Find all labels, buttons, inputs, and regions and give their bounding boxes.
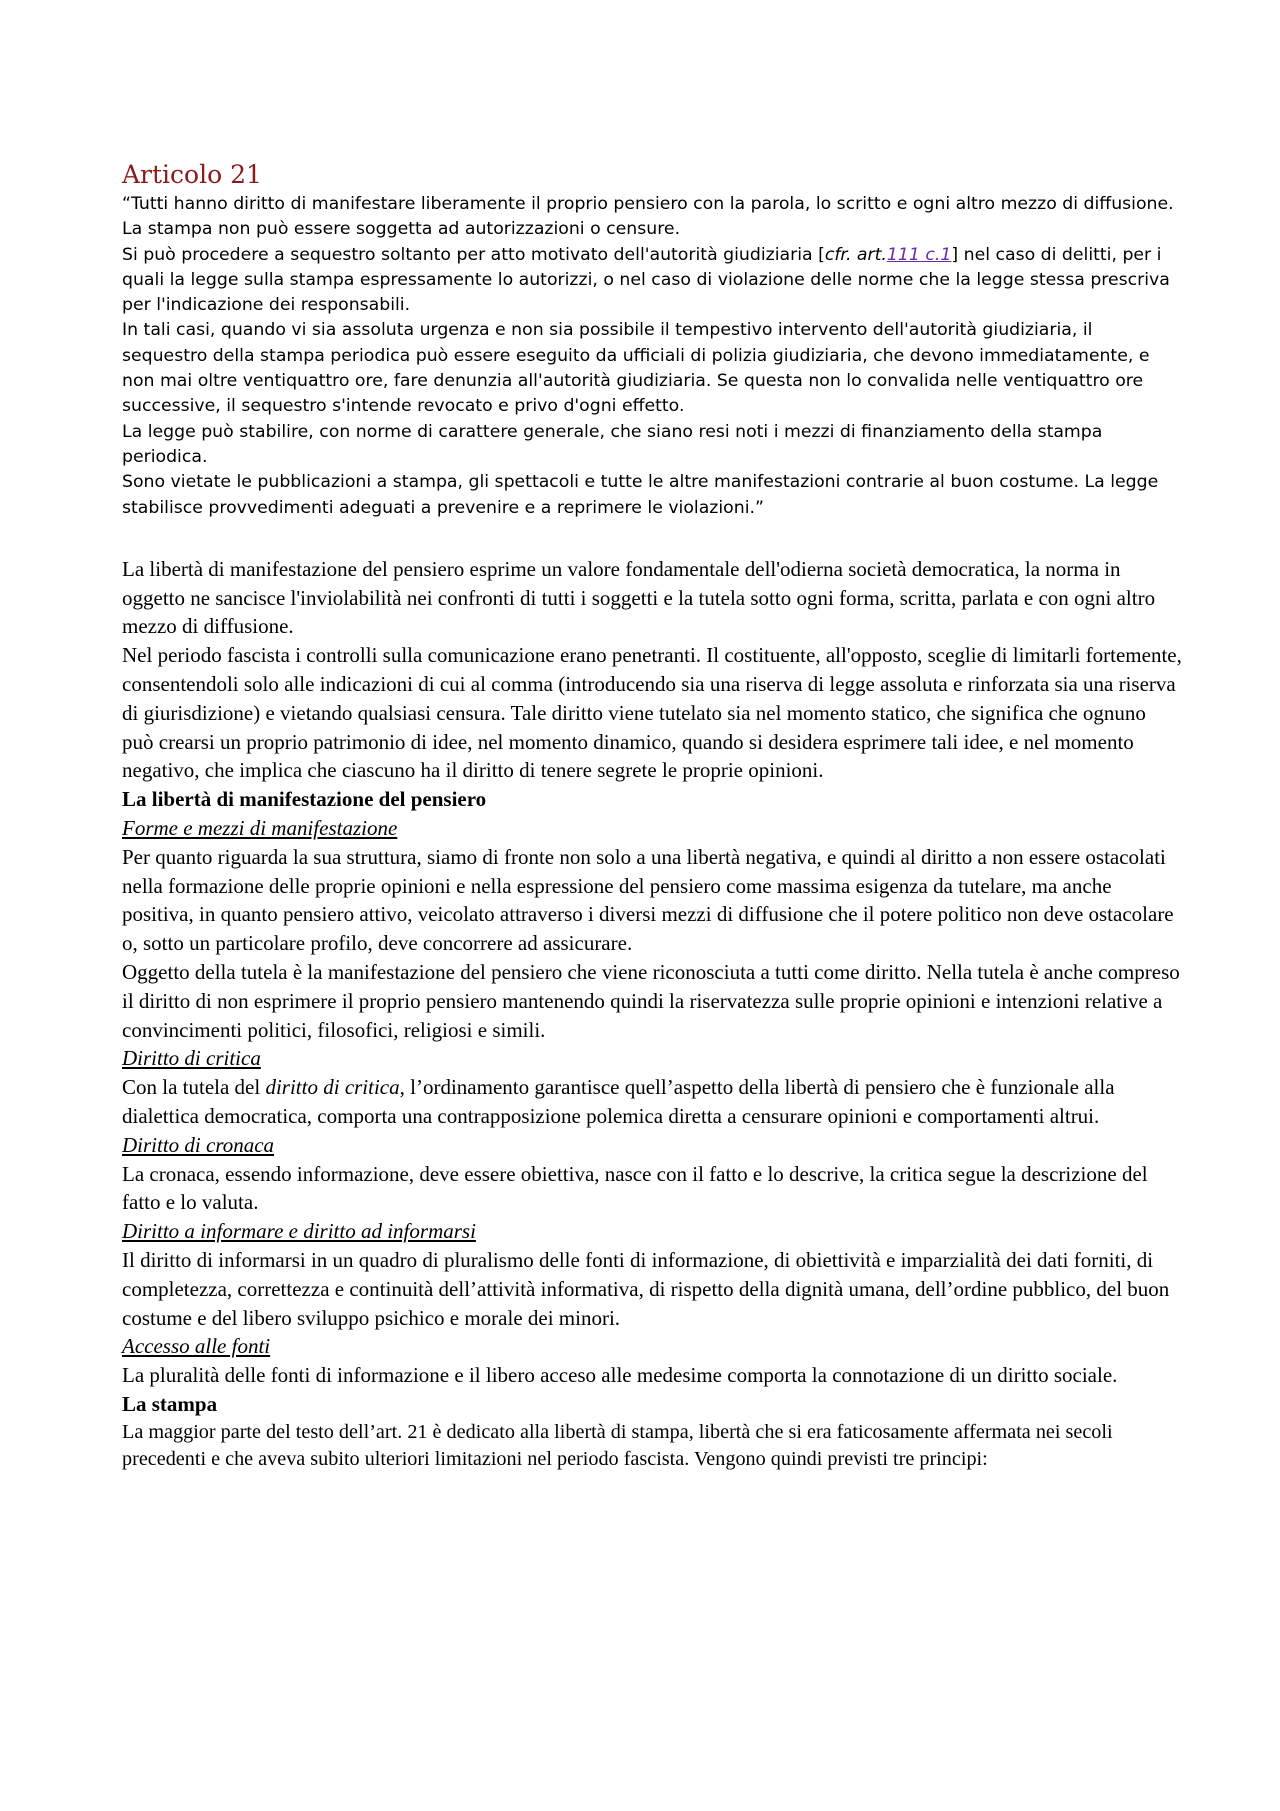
subheading-accesso-fonti: Accesso alle fonti xyxy=(122,1334,271,1359)
informare-paragraph: Il diritto di informarsi in un quadro di pluralismo delle fonti di informazione, di obiettività e imparzialità dei dati forniti, di completezza, correttezza e continuità dell’attività informativa, di rispetto della dignità umana, dell’ordine pubblico, del buon costume e del libero sviluppo psichico e morale dei minori. xyxy=(122,1247,1170,1330)
subheading-diritto-cronaca: Diritto di cronaca xyxy=(122,1132,275,1157)
commentary xyxy=(122,555,1182,1473)
document-page xyxy=(122,158,1182,1473)
spacer xyxy=(122,521,1182,555)
forme-paragraph-2: Oggetto della tutela è la manifestazione del pensiero che viene riconosciuta a tutti come diritto. Nella tutela è anche compreso il diritto di non esprimere il proprio pensiero mantenendo quindi la riservatezza sulle proprie opinioni e intenzioni relative a convincimenti politici, filosofici, religiosi e simili. xyxy=(122,960,1180,1042)
accesso-paragraph: La pluralità delle fonti di informazione e il libero acceso alle medesime comporta la connotazione di un diritto sociale. xyxy=(122,1363,1118,1388)
critica-end: , l’ordinamento garantisce quell’aspetto della libertà di pensiero che è funzionale alla dialettica democratica, comporta una contrapposizione polemica diretta a censurare opinioni e comportamenti altrui. xyxy=(122,1075,1115,1128)
section-heading-stampa: La stampa xyxy=(122,1391,218,1416)
section-heading-liberta: La libertà di manifestazione del pensiero xyxy=(122,787,487,812)
intro-paragraph-1: La libertà di manifestazione del pensiero esprime un valore fondamentale dell'odierna società democratica, la norma in oggetto ne sancisce l'inviolabilità nei confronti di tutti i soggetti e la tutela sotto ogni forma, scritta, parlata e con ogni altro mezzo di diffusione. xyxy=(122,556,1156,639)
cfr-reference: cfr. art. xyxy=(824,244,887,265)
critica-paragraph xyxy=(122,1073,1182,1131)
critica-start: Con la tutela del xyxy=(122,1075,266,1100)
article-paragraph-3-start: Si può procedere a sequestro soltanto per atto motivato dell'autorità giudiziaria [ xyxy=(122,244,825,265)
stampa-paragraph: La maggior parte del testo dell’art. 21 è dedicato alla libertà di stampa, libertà che si era faticosamente affermata nei secoli precedenti e che aveva subito ulteriori limitazioni nel periodo fascista. Vengono quindi previsti tre principi: xyxy=(122,1420,1113,1470)
article-paragraph-3-end: ] nel caso di delitti, per i quali la legge sulla stampa espressamente lo autorizzi, o nel caso di violazione delle norme che la legge stessa prescriva per l'indicazione dei responsabili. xyxy=(122,244,1170,316)
article-paragraph-2: La stampa non può essere soggetta ad autorizzazioni o censure. xyxy=(122,219,681,240)
article-paragraph-1: “Tutti hanno diritto di manifestare liberamente il proprio pensiero con la parola, lo scritto e ogni altro mezzo di diffusione. xyxy=(122,194,1174,214)
article-paragraph-3 xyxy=(122,243,1182,319)
article-paragraph-5: La legge può stabilire, con norme di carattere generale, che siano resi noti i mezzi di finanziamento della stampa periodica. xyxy=(122,421,1103,467)
intro-paragraph-2: Nel periodo fascista i controlli sulla comunicazione erano penetranti. Il costituente, all'opposto, sceglie di limitarli fortemente, consentendoli solo alle indicazioni di cui al comma (introducendo sia una riserva di legge assoluta e rinforzata sia una riserva di giurisdizione) e vietando qualsiasi censura. Tale diritto viene tutelato sia nel momento statico, che significa che ognuno può crearsi un proprio patrimonio di idee, nel momento dinamico, quando si desidera esprimere tali idee, e nel momento negativo, che implica che ciascuno ha il diritto di tenere segrete le proprie opinioni. xyxy=(122,643,1182,783)
article-paragraph-4: In tali casi, quando vi sia assoluta urgenza e non sia possibile il tempestivo intervento dell'autorità giudiziaria, il sequestro della stampa periodica può essere eseguito da ufficiali di polizia giudiziaria, che devono immediatamente, e non mai oltre ventiquattro ore, fare denunzia all'autorità giudiziaria. Se questa non lo convalida nelle ventiquattro ore successive, il sequestro s'intende revocato e privo d'ogni effetto. xyxy=(122,320,1150,417)
subheading-forme-mezzi: Forme e mezzi di manifestazione xyxy=(122,816,398,841)
critica-emphasis: diritto di critica xyxy=(265,1075,400,1100)
article-text xyxy=(122,192,1182,521)
subheading-informare: Diritto a informare e diritto ad informarsi xyxy=(122,1219,476,1244)
subheading-diritto-critica: Diritto di critica xyxy=(122,1046,261,1071)
forme-paragraph-1: Per quanto riguarda la sua struttura, siamo di fronte non solo a una libertà negativa, e quindi al diritto a non essere ostacolati nella formazione delle proprie opinioni e nella espressione del pensiero come massima esigenza da tutelare, ma anche positiva, in quanto pensiero attivo, veicolato attraverso i diversi mezzi di diffusione che il potere politico non deve ostacolare o, sotto un particolare profilo, deve concorrere ad assicurare. xyxy=(122,844,1174,956)
article-111-link[interactable]: 111 c.1 xyxy=(886,244,952,265)
page-title: Articolo 21 xyxy=(122,160,262,189)
article-paragraph-6: Sono vietate le pubblicazioni a stampa, gli spettacoli e tutte le altre manifestazioni contrarie al buon costume. La legge stabilisce provvedimenti adeguati a prevenire e a reprimere le violazioni.” xyxy=(122,472,1159,518)
cronaca-paragraph: La cronaca, essendo informazione, deve essere obiettiva, nasce con il fatto e lo descrive, la critica segue la descrizione del fatto e lo valuta. xyxy=(122,1161,1148,1215)
